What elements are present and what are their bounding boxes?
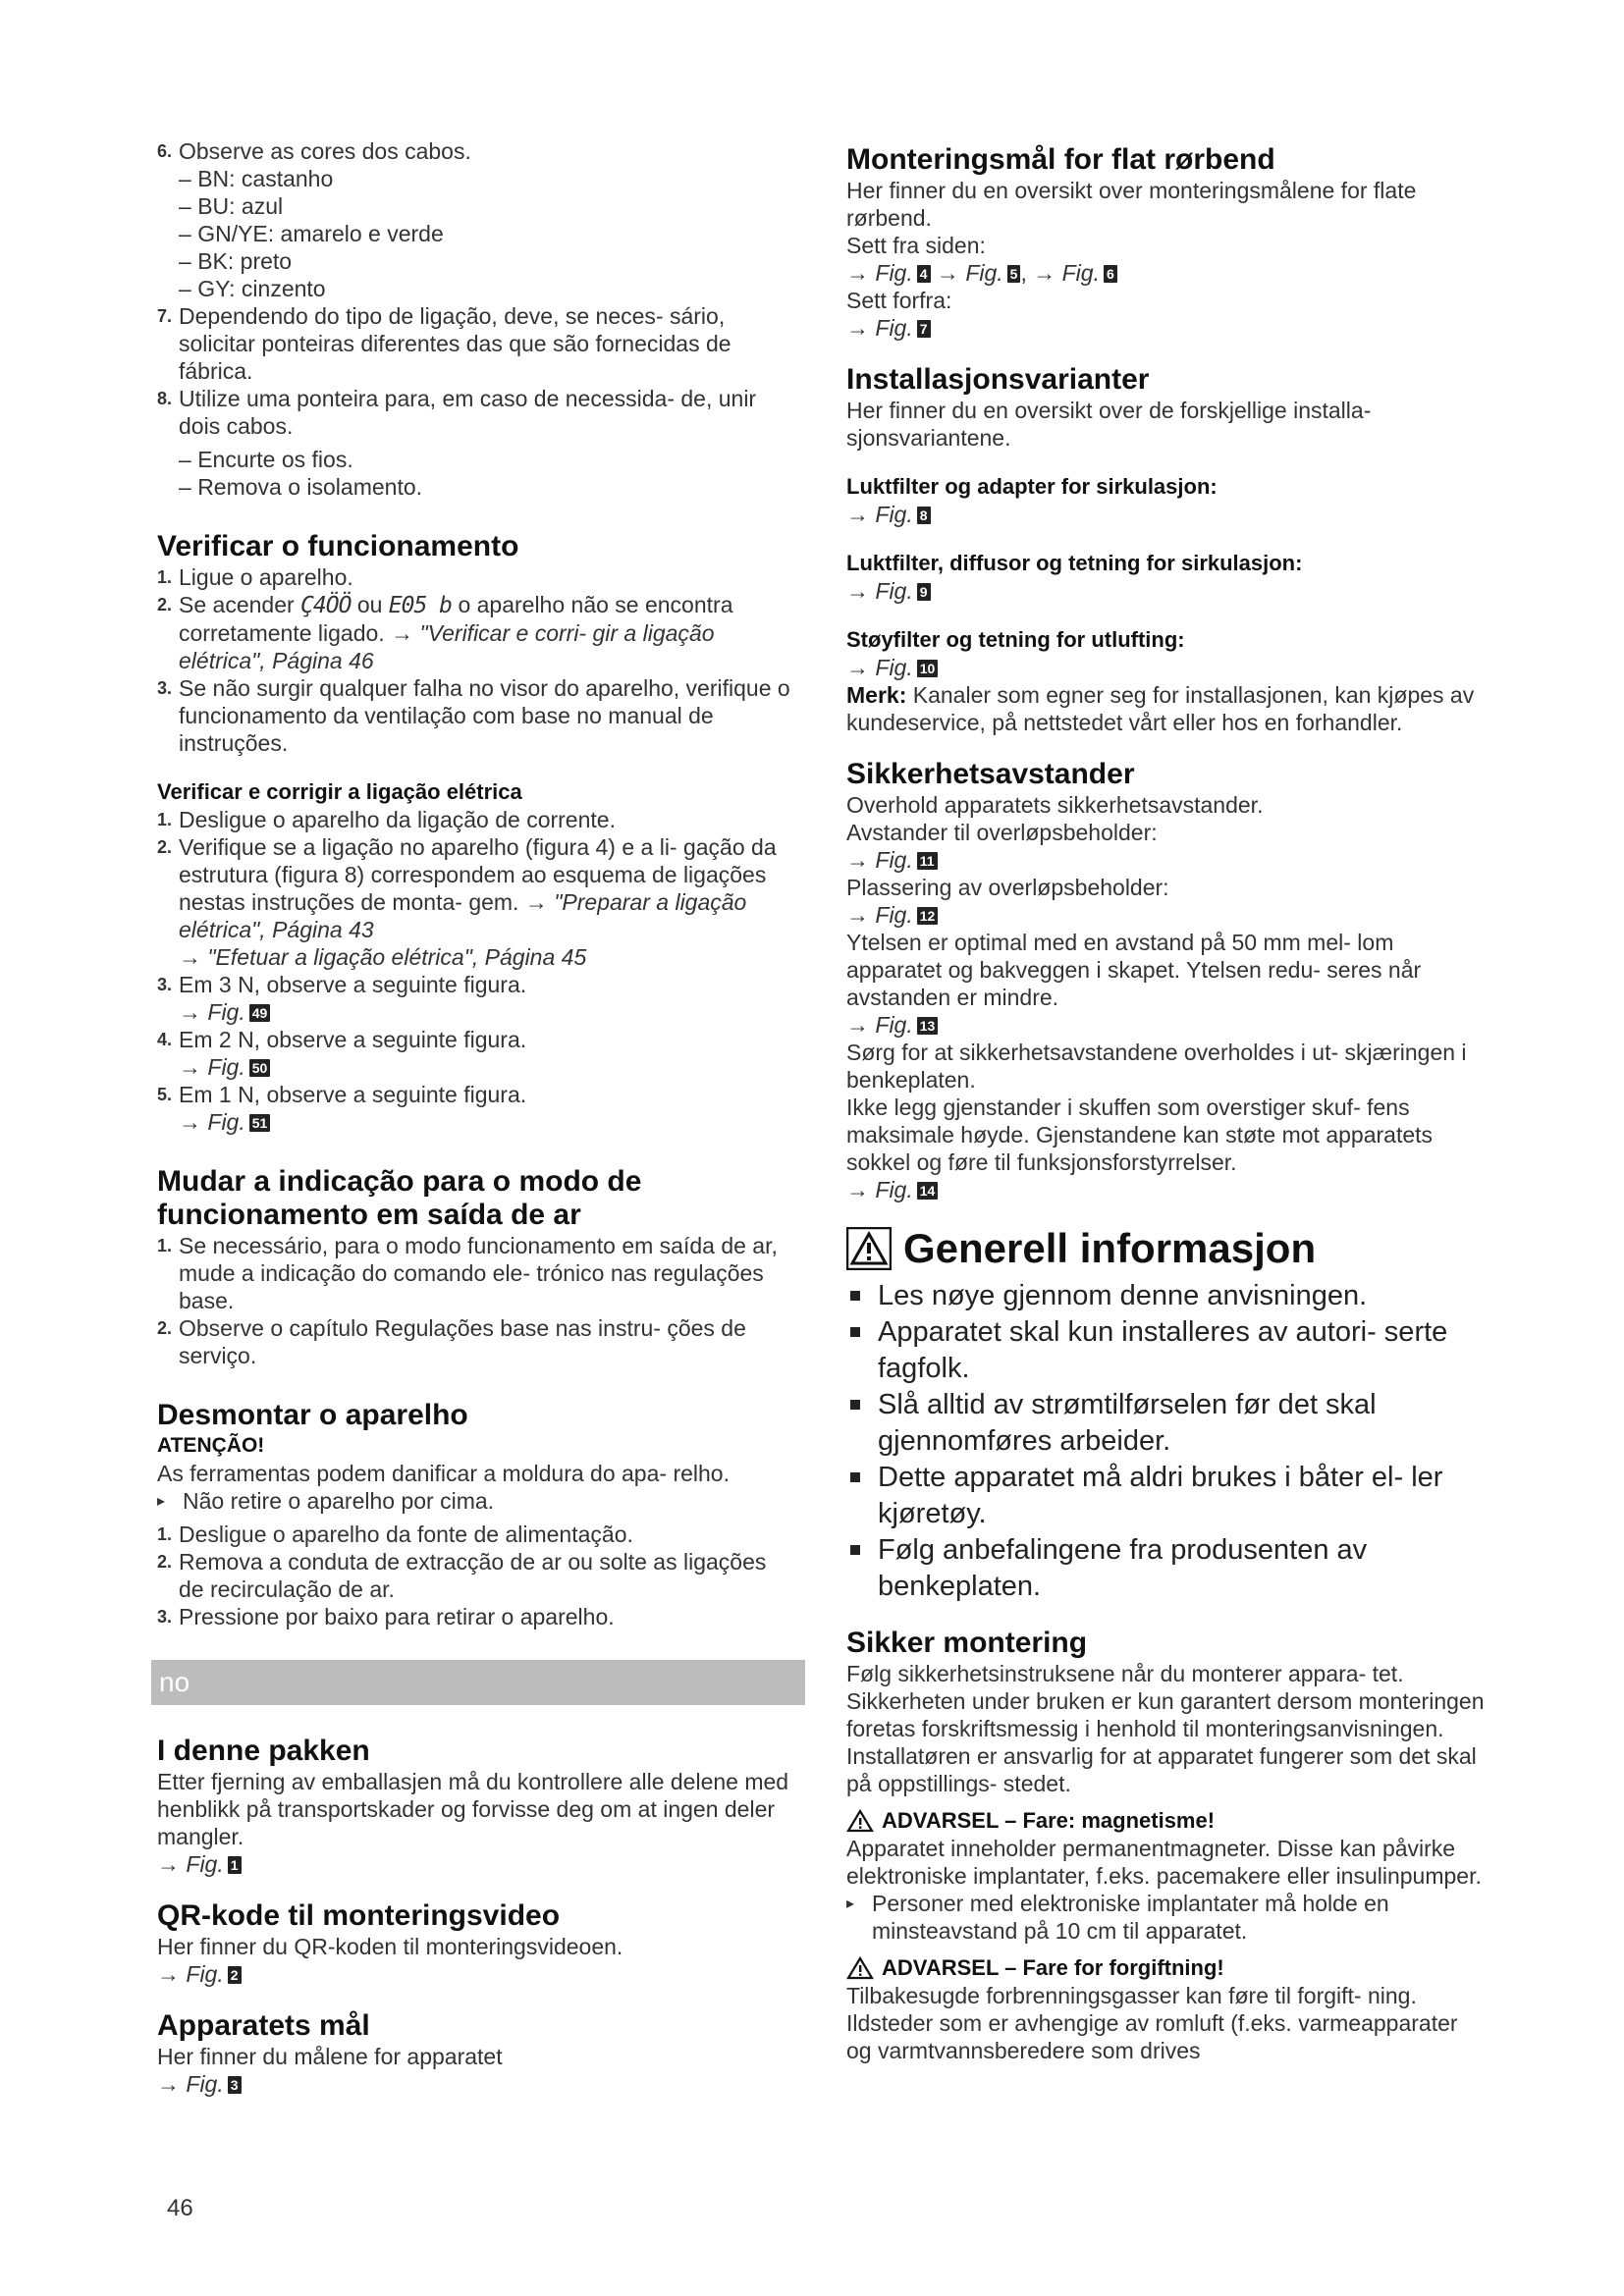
generell-bullet-item: Slå alltid av strømtilførselen før det skal gjennomføres arbeider. — [846, 1387, 1485, 1460]
display-code-1: Ç4ÖÖ — [300, 593, 352, 618]
figure-ref: → Fig. 13 — [846, 1011, 1485, 1039]
sikker-line: Følg sikkerhetsinstruksene når du monterer appara- tet. — [846, 1661, 1404, 1686]
figure-ref: → Fig. 12 — [846, 901, 1485, 929]
figure-ref: → Fig. 7 — [846, 314, 1485, 342]
desmontar-step-3: 3. Pressione por baixo para retirar o aparelho. — [157, 1604, 615, 1629]
corrigir-step-5: 5. Em 1 N, observe a seguinte figura. → Fig. 51 — [157, 1082, 527, 1135]
variant-heading-3: Støyfilter og tetning for utlufting: — [846, 627, 1185, 652]
subsection-title-corrigir: Verificar e corrigir a ligação elétrica — [157, 779, 522, 804]
figure-ref: → Fig. 51 — [179, 1109, 270, 1135]
section-title-avstand: Sikkerhetsavstander — [846, 758, 1135, 790]
figure-ref: → Fig. 9 — [846, 577, 1485, 605]
figure-badge: 4 — [917, 265, 931, 283]
avstand-line: Avstander til overløpsbeholder: — [846, 820, 1158, 845]
page-number: 46 — [167, 2195, 193, 2221]
cable-color-item: – GN/YE: amarelo e verde — [179, 220, 795, 247]
pakken-text: Etter fjerning av emballasjen må du kontrollere alle delene med henblikk på transportskader og forvisse deg om at ingen deler mangler. — [157, 1769, 789, 1849]
corrigir-step-2: 2. Verifique se a ligação no aparelho (figura 4) e a li- gação da estrutura (figura 8) correspondem ao esquema de ligações nestas instruções de monta- gem. → "Preparar a ligação elétrica", Página 43 → "Efetuar a ligação elétrica", Página 45 — [157, 834, 777, 970]
avstand-line: Sørg for at sikkerhetsavstandene overholdes i ut- skjæringen i benkeplaten. — [846, 1040, 1467, 1093]
figure-badge: 8 — [917, 507, 931, 524]
variant-heading-1: Luktfilter og adapter for sirkulasjon: — [846, 474, 1218, 499]
figure-ref: → Fig. 14 — [846, 1176, 1485, 1203]
step-8: 8. Utilize uma ponteira para, em caso de necessida- de, unir dois cabos. — [157, 386, 757, 439]
figure-badge: 10 — [917, 660, 939, 677]
figure-badge: 6 — [1104, 265, 1117, 283]
verificar-steps — [157, 563, 795, 757]
figure-badge: 49 — [249, 1004, 271, 1022]
figure-badge: 9 — [917, 583, 931, 601]
section-title-mudar: Mudar a indicação para o modo de funcionamento em saída de ar — [157, 1165, 642, 1231]
verificar-step-3: 3. Se não surgir qualquer falha no visor do aparelho, verifique o funcionamento da ventilação com base no manual de instruções. — [157, 675, 790, 756]
bullet-item: ▸ Personer med elektroniske implantater må holde en minsteavstand på 10 cm til apparatet. — [846, 1890, 1485, 1945]
cross-reference-link: → "Efetuar a ligação elétrica", Página 45 — [179, 944, 587, 970]
maal-text: Her finner du målene for apparatet — [157, 2044, 503, 2069]
figure-ref: → Fig. 2 — [157, 1960, 795, 1988]
section-title-generell: Generell informasjon — [846, 1225, 1485, 1272]
warning-heading-poisoning: ADVARSEL – Fare for forgiftning! — [846, 1954, 1485, 1982]
figure-badge: 5 — [1007, 265, 1021, 283]
corrigir-step-4: 4. Em 2 N, observe a seguinte figura. → Fig. 50 — [157, 1027, 527, 1080]
cross-reference-link: → "Preparar a ligação elétrica", Página 43 — [179, 889, 747, 942]
figure-ref: → Fig. 10 — [846, 654, 1485, 681]
cable-color-item: – GY: cinzento — [179, 275, 795, 302]
figure-ref: → Fig. 11 — [846, 846, 1485, 874]
figure-badge: 11 — [917, 852, 938, 870]
warning-triangle-icon — [846, 1956, 874, 1980]
sub-step-item: – Remova o isolamento. — [179, 473, 795, 501]
attention-label: ATENÇÃO! — [157, 1434, 265, 1457]
attention-text: As ferramentas podem danificar a moldura do apa- relho. — [157, 1461, 730, 1486]
figure-ref: → Fig. 49 — [179, 999, 270, 1025]
figure-badge: 2 — [228, 1966, 242, 1984]
mudar-step-2: 2. Observe o capítulo Regulações base nas instru- ções de serviço. — [157, 1315, 746, 1368]
merk-note: Merk: Kanaler som egner seg for installasjonen, kan kjøpes av kundeservice, på nettstedet vårt eller hos en forhandler. — [846, 682, 1475, 735]
corrigir-steps — [157, 806, 795, 1136]
warning-heading-magnetism: ADVARSEL – Fare: magnetisme! — [846, 1807, 1485, 1835]
install-steps — [157, 137, 795, 165]
cable-color-item: – BN: castanho — [179, 165, 795, 192]
figure-ref: → Fig. 4 → Fig. 5 , → Fig. 6 — [846, 259, 1485, 287]
step-7: 7. Dependendo do tipo de ligação, deve, se neces- sário, solicitar ponteiras diferentes das que são fornecidas de fábrica. — [157, 303, 731, 384]
section-title-maal: Apparatets mål — [157, 2009, 370, 2042]
desmontar-step-1: 1. Desligue o aparelho da fonte de alimentação. — [157, 1522, 633, 1547]
display-code-2: E05 b — [388, 593, 453, 618]
install-steps-cont — [157, 302, 795, 440]
section-title-sikker: Sikker montering — [846, 1627, 1088, 1659]
flat-side-label: Sett fra siden: — [846, 233, 986, 258]
avstand-line: Plassering av overløpsbeholder: — [846, 875, 1169, 900]
section-title-flat: Monteringsmål for flat rørbend — [846, 143, 1275, 176]
mudar-steps — [157, 1232, 795, 1369]
cable-color-item: – BU: azul — [179, 192, 795, 220]
sub-step-item: – Encurte os fios. — [179, 446, 795, 473]
warning-triangle-icon — [846, 1227, 892, 1270]
section-title-desmontar: Desmontar o aparelho — [157, 1399, 468, 1431]
warning-text: Tilbakesugde forbrenningsgasser kan føre til forgift- ning. Ildsteder som er avhengige av romluft (f.eks. varmeapparater og varmtvannsberedere som drives — [846, 1983, 1458, 2063]
qr-text: Her finner du QR-koden til monteringsvideoen. — [157, 1934, 623, 1959]
generell-bullets — [846, 1278, 1485, 1605]
avstand-line: Overhold apparatets sikkerhetsavstander. — [846, 792, 1264, 818]
section-title-varianter: Installasjonsvarianter — [846, 363, 1150, 396]
warning-text: Apparatet inneholder permanentmagneter. Disse kan påvirke elektroniske implantater, f.eks. pacemakere eller insulinpumper. — [846, 1836, 1482, 1889]
figure-badge: 7 — [917, 320, 931, 338]
bullet-item: ▸ Não retire o aparelho por cima. — [157, 1487, 795, 1515]
corrigir-step-1: 1. Desligue o aparelho da ligação de corrente. — [157, 807, 616, 832]
figure-badge: 3 — [228, 2076, 242, 2094]
generell-bullet-item: Dette apparatet må aldri brukes i båter el- ler kjøretøy. — [846, 1460, 1485, 1532]
generell-bullet-item: Følg anbefalingene fra produsenten av benkeplaten. — [846, 1532, 1485, 1605]
right-column — [846, 143, 1485, 2064]
figure-badge: 13 — [917, 1017, 939, 1035]
flat-text: Her finner du en oversikt over monteringsmålene for flate rørbend. — [846, 178, 1417, 231]
corrigir-step-3: 3. Em 3 N, observe a seguinte figura. → Fig. 49 — [157, 972, 527, 1025]
figure-badge: 12 — [917, 907, 939, 925]
generell-bullet-item: Les nøye gjennom denne anvisningen. — [846, 1278, 1485, 1314]
flat-front-label: Sett forfra: — [846, 288, 952, 313]
cable-color-item: – BK: preto — [179, 247, 795, 275]
warning-bullets — [846, 1890, 1485, 1945]
figure-badge: 50 — [249, 1059, 271, 1077]
figure-ref: → Fig. 3 — [157, 2070, 795, 2098]
left-column — [157, 137, 795, 2098]
section-title-verificar: Verificar o funcionamento — [157, 530, 519, 562]
figure-ref: → Fig. 1 — [157, 1850, 795, 1878]
verificar-step-1: 1. Ligue o aparelho. — [157, 564, 353, 590]
verificar-step-2: 2. Se acender Ç4ÖÖ ou E05 b o aparelho não se encontra corretamente ligado. → "Verificar e corri- gir a ligação elétrica", Página 46 — [157, 592, 733, 673]
step-6: 6. Observe as cores dos cabos. — [157, 138, 471, 164]
language-bar: no — [151, 1660, 805, 1705]
figure-badge: 51 — [249, 1114, 271, 1132]
step-8-sublist — [157, 446, 795, 501]
avstand-line: Ytelsen er optimal med en avstand på 50 mm mel- lom apparatet og bakveggen i skapet. Ytelsen redu- seres når avstanden er mindre. — [846, 930, 1422, 1010]
mudar-step-1: 1. Se necessário, para o modo funcionamento em saída de ar, mude a indicação do comando ele- trónico nas regulações base. — [157, 1233, 778, 1313]
section-title-pakken: I denne pakken — [157, 1735, 370, 1767]
desmontar-bullets — [157, 1487, 795, 1515]
sikker-line: Sikkerheten under bruken er kun garantert dersom monteringen foretas forskriftsmessig i henhold til monteringsanvisningen. Installatøren er ansvarlig for at apparatet fungerer som det skal på oppstillings- stedet. — [846, 1688, 1485, 1796]
variant-heading-2: Luktfilter, diffusor og tetning for sirkulasjon: — [846, 551, 1303, 575]
figure-ref: → Fig. 50 — [179, 1054, 270, 1080]
figure-badge: 1 — [228, 1856, 242, 1874]
cross-reference-link: "Verificar e corri- gir a ligação elétrica", Página 46 — [179, 620, 715, 673]
desmontar-step-2: 2. Remova a conduta de extracção de ar ou solte as ligações de recirculação de ar. — [157, 1549, 767, 1602]
cable-color-list — [157, 165, 795, 302]
varianter-text: Her finner du en oversikt over de forskjellige installa- sjonsvariantene. — [846, 398, 1372, 451]
section-title-qr: QR-kode til monteringsvideo — [157, 1899, 561, 1932]
figure-ref: → Fig. 8 — [846, 501, 1485, 528]
figure-badge: 14 — [917, 1182, 939, 1200]
avstand-line: Ikke legg gjenstander i skuffen som overstiger skuf- fens maksimale høyde. Gjenstandene kan støte mot apparatets sokkel og føre til funksjonsforstyrrelser. — [846, 1095, 1434, 1175]
generell-bullet-item: Apparatet skal kun installeres av autori- serte fagfolk. — [846, 1314, 1485, 1387]
desmontar-steps — [157, 1521, 795, 1630]
warning-triangle-icon — [846, 1809, 874, 1833]
